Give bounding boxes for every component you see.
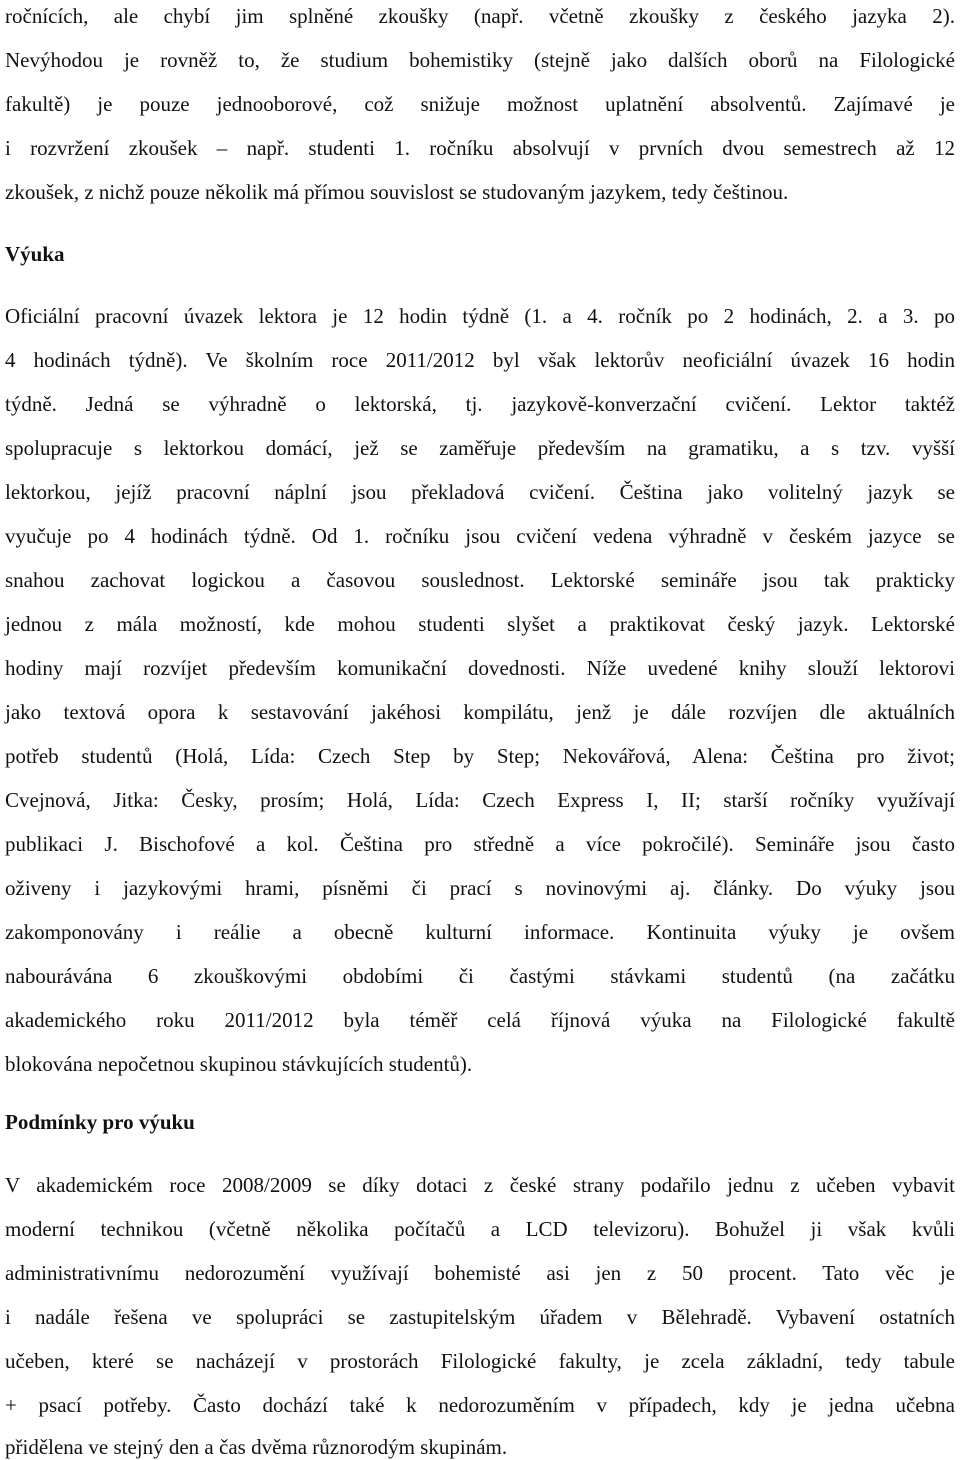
text-line: blokována nepočetnou skupinou stávkujících studentů). [5,1052,473,1076]
text-line: přidělena ve stejný den a čas dvěma různorodým skupinám. [5,1435,508,1459]
text-line: potřeb studentů (Holá, Lída: Czech Step by Step; Nekovářová, Alena: Čeština pro život; [5,744,955,768]
text-line: jednou z mála možností, kde mohou studenti slyšet a praktikovat český jazyk. Lektorské [5,612,955,636]
text-line: Nevýhodou je rovněž to, že studium bohemistiky (stejně jako dalších oborů na Filologické [5,48,955,72]
text-line: hodiny mají rozvíjet především komunikační dovednosti. Níže uvedené knihy slouží lektorovi [5,656,955,680]
text-line: V akademickém roce 2008/2009 se díky dotaci z české strany podařilo jednu z učeben vybavit [5,1173,955,1197]
text-line: zkoušek, z nichž pouze několik má přímou souvislost se studovaným jazykem, tedy češtinou. [5,180,789,204]
text-line: + psací potřeby. Často dochází také k nedorozuměním v případech, kdy je jedna učebna [5,1393,955,1417]
text-line: učeben, které se nacházejí v prostorách Filologické fakulty, je zcela základní, tedy tabule [5,1349,955,1373]
text-line: publikaci J. Bischofové a kol. Čeština pro středně a více pokročilé). Semináře jsou často [5,832,955,856]
text-line: akademického roku 2011/2012 byla téměř celá říjnová výuka na Filologické fakultě [5,1008,955,1032]
text-line: lektorkou, jejíž pracovní náplní jsou překladová cvičení. Čeština jako volitelný jazyk se [5,480,955,504]
text-line: 4 hodinách týdně). Ve školním roce 2011/2012 byl však lektorův neoficiální úvazek 16 hodin [5,348,955,372]
text-line: oživeny i jazykovými hrami, písněmi či prací s novinovými aj. články. Do výuky jsou [5,876,955,900]
section-heading-vyuka: Výuka [5,242,65,266]
text-line: zakomponovány i reálie a obecně kulturní informace. Kontinuita výuky je ovšem [5,920,955,944]
text-line: vyučuje po 4 hodinách týdně. Od 1. ročníku jsou cvičení vedena výhradně v českém jazyce se [5,524,955,548]
text-line: snahou zachovat logickou a časovou souslednost. Lektorské semináře jsou tak prakticky [5,568,955,592]
text-line: nabourávána 6 zkouškovými obdobími či častými stávkami studentů (na začátku [5,964,955,988]
text-line: i rozvržení zkoušek – např. studenti 1. ročníku absolvují v prvních dvou semestrech až 12 [5,136,955,160]
text-line: fakultě) je pouze jednooborové, což snižuje možnost uplatnění absolventů. Zajímavé je [5,92,955,116]
text-line: spolupracuje s lektorkou domácí, jež se zaměřuje především na gramatiku, a s tzv. vyšší [5,436,955,460]
section-heading-podminky: Podmínky pro výuku [5,1110,195,1134]
text-line: i nadále řešena ve spolupráci se zastupitelským úřadem v Bělehradě. Vybavení ostatních [5,1305,955,1329]
text-line: administrativnímu nedorozumění využívají bohemisté asi jen z 50 procent. Tato věc je [5,1261,955,1285]
text-line: Oficiální pracovní úvazek lektora je 12 hodin týdně (1. a 4. ročník po 2 hodinách, 2. a 3. po [5,304,955,328]
text-line: jako textová opora k sestavování jakéhosi kompilátu, jenž je dále rozvíjen dle aktuálních [5,700,955,724]
text-line: Cvejnová, Jitka: Česky, prosím; Holá, Lída: Czech Express I, II; starší ročníky využívají [5,788,955,812]
text-line: moderní technikou (včetně několika počítačů a LCD televizoru). Bohužel ji však kvůli [5,1217,955,1241]
text-line: ročnících, ale chybí jim splněné zkoušky (např. včetně zkoušky z českého jazyka 2). [5,4,955,28]
text-line: týdně. Jedná se výhradně o lektorská, tj. jazykově-konverzační cvičení. Lektor taktéž [5,392,955,416]
